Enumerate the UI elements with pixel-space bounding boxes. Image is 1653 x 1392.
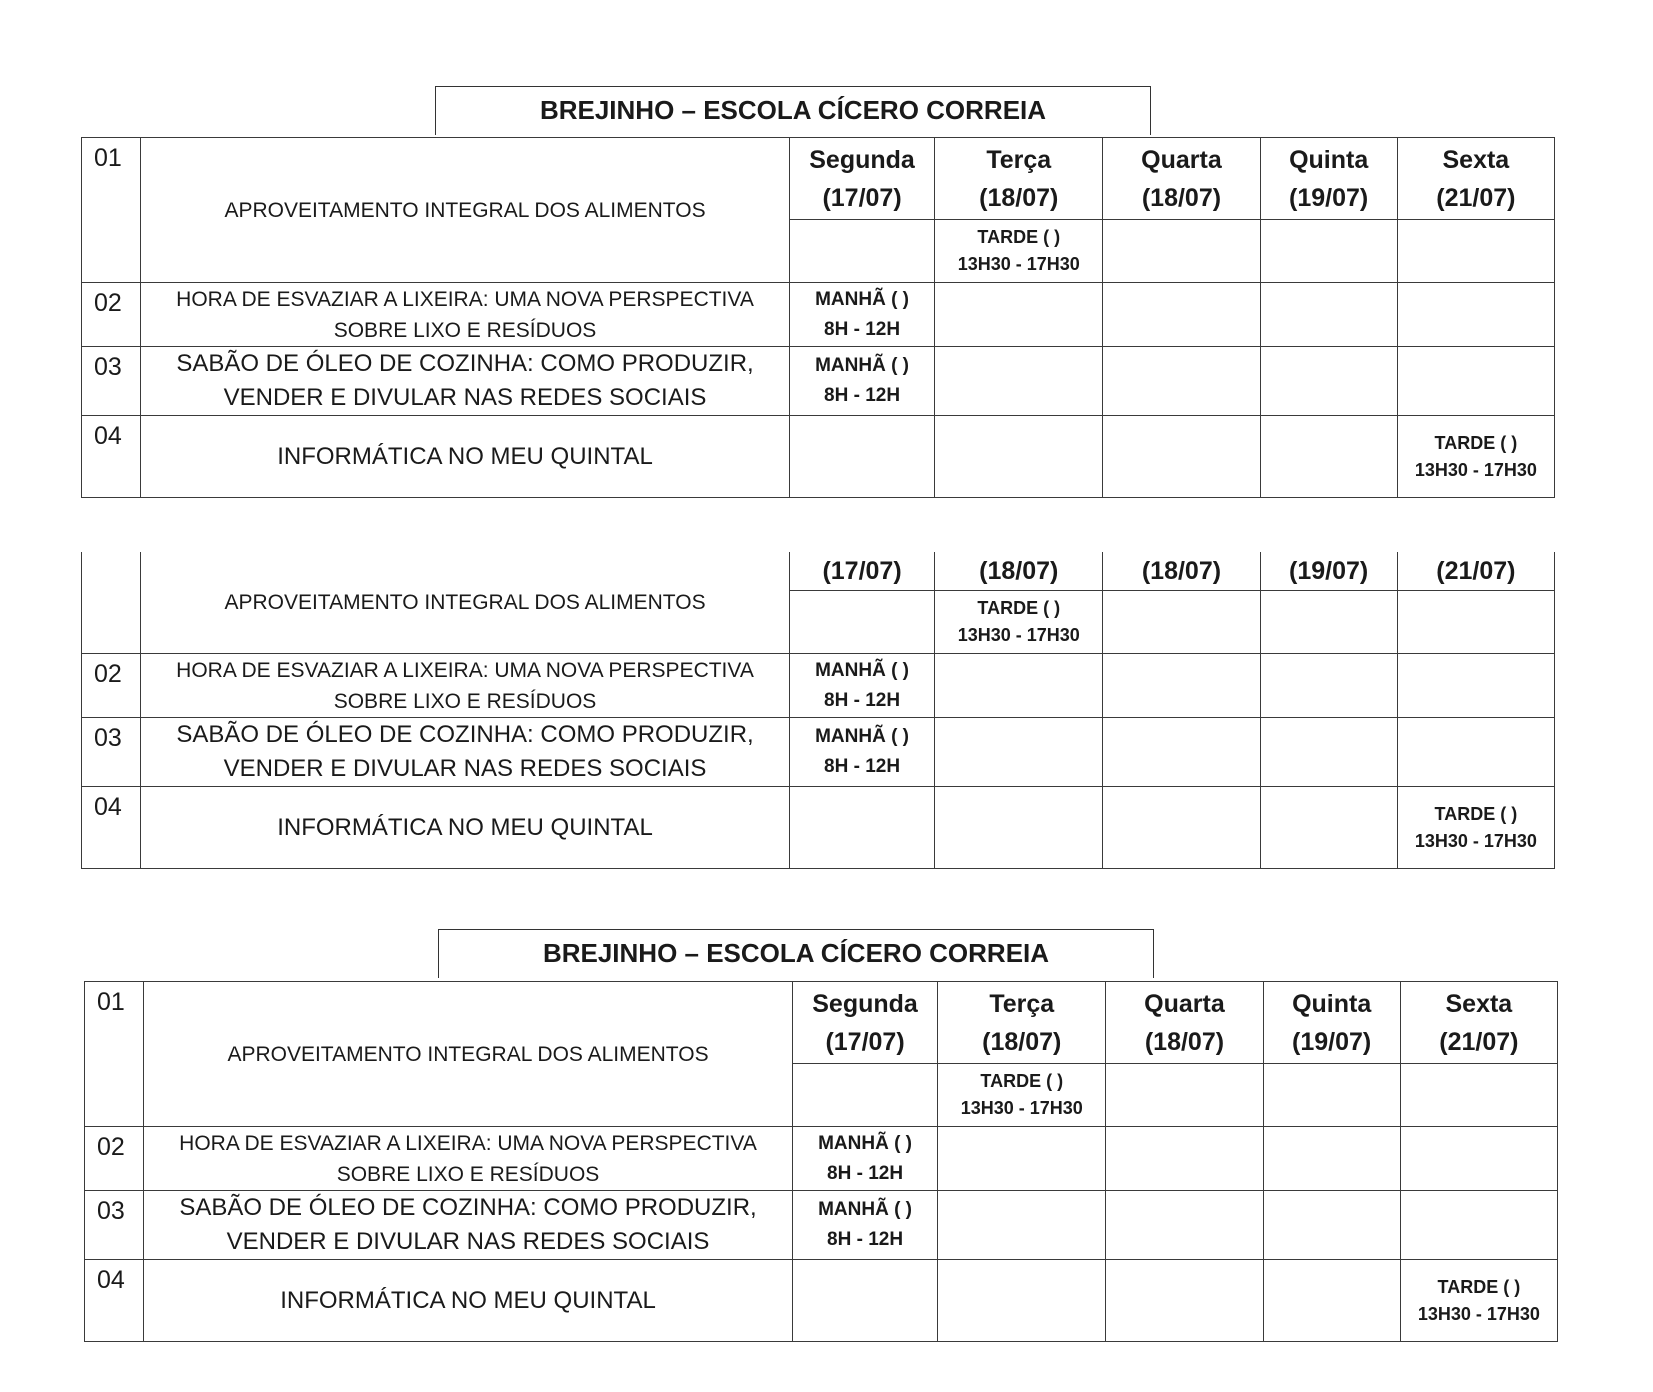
day-header-thursday xyxy=(1263,982,1400,1064)
day-header-friday xyxy=(1397,138,1554,220)
day-header-wednesday xyxy=(1103,138,1260,220)
workshop-topic xyxy=(144,1191,793,1260)
day-date: (21/07) xyxy=(1397,552,1554,591)
slot-cell xyxy=(935,787,1103,869)
slot-cell xyxy=(938,1260,1106,1342)
slot-time: 8H - 12H xyxy=(824,756,901,777)
slot-cell xyxy=(789,283,934,347)
row-number: 01 xyxy=(82,138,141,283)
slot-time: 13H30 - 17H30 xyxy=(957,254,1080,274)
slot-cell xyxy=(792,1064,937,1127)
row-number: 03 xyxy=(82,718,141,787)
day-header-thursday xyxy=(1260,138,1397,220)
workshop-topic: APROVEITAMENTO INTEGRAL DOS ALIMENTOS xyxy=(141,552,790,654)
slot-cell xyxy=(938,1064,1106,1127)
slot-cell xyxy=(1400,1191,1557,1260)
slot-cell xyxy=(1400,1064,1557,1127)
day-name: Sexta xyxy=(1445,989,1513,1018)
slot-cell xyxy=(1263,1260,1400,1342)
slot-cell xyxy=(1397,591,1554,654)
row-number: 04 xyxy=(85,1260,144,1342)
day-name: Segunda xyxy=(812,989,918,1018)
schedule-table-1 xyxy=(81,137,1555,498)
topic-line: SABÃO DE ÓLEO DE COZINHA: COMO PRODUZIR, xyxy=(176,350,754,377)
topic-line: SOBRE LIXO E RESÍDUOS xyxy=(336,1162,600,1186)
row-number: 03 xyxy=(85,1191,144,1260)
slot-cell xyxy=(789,654,934,718)
slot-time: 8H - 12H xyxy=(824,318,901,340)
slot-cell xyxy=(1103,283,1260,347)
slot-cell xyxy=(1397,654,1554,718)
slot-time: 13H30 - 17H30 xyxy=(1414,830,1537,851)
topic-line: VENDER E DIVULAR NAS REDES SOCIAIS xyxy=(223,755,707,782)
slot-cell xyxy=(935,654,1103,718)
slot-cell xyxy=(1263,1191,1400,1260)
slot-cell xyxy=(792,1191,937,1260)
day-date: (18/07) xyxy=(982,1027,1062,1056)
schedule-table-3 xyxy=(84,981,1558,1342)
workshop-topic: APROVEITAMENTO INTEGRAL DOS ALIMENTOS xyxy=(141,138,790,283)
day-date: (17/07) xyxy=(822,183,902,212)
slot-label: MANHÃ ( ) xyxy=(818,1199,913,1220)
slot-cell xyxy=(1106,1191,1263,1260)
slot-label: TARDE ( ) xyxy=(1434,432,1518,453)
slot-label: MANHÃ ( ) xyxy=(815,288,910,310)
slot-cell xyxy=(1400,1127,1557,1191)
day-name: Quinta xyxy=(1289,145,1369,174)
slot-cell xyxy=(1260,787,1397,869)
topic-line: SABÃO DE ÓLEO DE COZINHA: COMO PRODUZIR, xyxy=(176,721,754,748)
slot-cell xyxy=(935,347,1103,416)
slot-cell xyxy=(1397,283,1554,347)
day-date: (18/07) xyxy=(979,183,1059,212)
slot-cell xyxy=(1263,1064,1400,1127)
slot-label: TARDE ( ) xyxy=(1437,1276,1521,1297)
slot-label: MANHÃ ( ) xyxy=(815,726,910,747)
slot-cell xyxy=(789,718,934,787)
workshop-topic xyxy=(144,1127,793,1191)
day-date: (17/07) xyxy=(825,1027,905,1056)
topic-line: SABÃO DE ÓLEO DE COZINHA: COMO PRODUZIR, xyxy=(179,1194,757,1221)
slot-cell xyxy=(789,220,934,283)
slot-cell xyxy=(935,591,1103,654)
topic-line: SOBRE LIXO E RESÍDUOS xyxy=(333,689,597,713)
row-number: 01 xyxy=(85,982,144,1127)
day-date: (18/07) xyxy=(1144,1027,1225,1056)
slot-cell xyxy=(1103,416,1260,498)
row-number-empty xyxy=(82,552,141,654)
slot-label: MANHÃ ( ) xyxy=(815,659,910,681)
slot-cell xyxy=(938,1127,1106,1191)
slot-cell xyxy=(1103,347,1260,416)
slot-time: 8H - 12H xyxy=(827,1162,904,1184)
slot-cell xyxy=(1397,220,1554,283)
topic-line: HORA DE ESVAZIAR A LIXEIRA: UMA NOVA PERSPECTIVA xyxy=(179,1131,757,1155)
day-date: (18/07) xyxy=(1141,183,1222,212)
slot-cell xyxy=(1106,1260,1263,1342)
workshop-topic: INFORMÁTICA NO MEU QUINTAL xyxy=(144,1260,793,1342)
slot-label: TARDE ( ) xyxy=(977,227,1061,247)
day-date: (19/07) xyxy=(1260,552,1397,591)
day-date: (21/07) xyxy=(1436,183,1516,212)
workshop-topic xyxy=(141,654,790,718)
slot-cell xyxy=(789,787,934,869)
workshop-topic xyxy=(141,347,790,416)
slot-cell xyxy=(1103,591,1260,654)
slot-label: TARDE ( ) xyxy=(1434,803,1518,824)
slot-cell xyxy=(1106,1064,1263,1127)
day-name: Terça xyxy=(989,989,1055,1018)
slot-cell xyxy=(938,1191,1106,1260)
day-header-tuesday xyxy=(935,138,1103,220)
day-date: (19/07) xyxy=(1289,183,1369,212)
schedule-table-2 xyxy=(81,552,1555,869)
day-header-friday xyxy=(1400,982,1557,1064)
slot-cell xyxy=(1400,1260,1557,1342)
slot-cell xyxy=(1260,718,1397,787)
slot-cell xyxy=(1260,654,1397,718)
day-header-wednesday xyxy=(1106,982,1263,1064)
slot-cell xyxy=(1260,416,1397,498)
slot-cell xyxy=(789,347,934,416)
slot-cell xyxy=(1103,787,1260,869)
slot-time: 8H - 12H xyxy=(824,689,901,711)
row-number: 02 xyxy=(82,654,141,718)
slot-cell xyxy=(1260,347,1397,416)
workshop-topic: INFORMÁTICA NO MEU QUINTAL xyxy=(141,416,790,498)
slot-cell xyxy=(1260,283,1397,347)
day-name: Terça xyxy=(986,145,1052,174)
topic-line: HORA DE ESVAZIAR A LIXEIRA: UMA NOVA PERSPECTIVA xyxy=(176,658,754,682)
topic-line: SOBRE LIXO E RESÍDUOS xyxy=(333,318,597,342)
slot-cell xyxy=(1397,347,1554,416)
slot-time: 13H30 - 17H30 xyxy=(1417,1303,1540,1324)
slot-time: 13H30 - 17H30 xyxy=(957,625,1080,645)
slot-label: MANHÃ ( ) xyxy=(818,1132,913,1154)
day-date: (18/07) xyxy=(1103,552,1260,591)
workshop-topic: APROVEITAMENTO INTEGRAL DOS ALIMENTOS xyxy=(144,982,793,1127)
row-number: 03 xyxy=(82,347,141,416)
day-date: (18/07) xyxy=(935,552,1103,591)
slot-cell xyxy=(1260,591,1397,654)
day-name: Segunda xyxy=(809,145,915,174)
slot-cell xyxy=(789,416,934,498)
school-title: BREJINHO – ESCOLA CÍCERO CORREIA xyxy=(539,95,1047,125)
row-number: 02 xyxy=(85,1127,144,1191)
day-header-monday xyxy=(789,138,934,220)
slot-cell xyxy=(792,1127,937,1191)
slot-time: 13H30 - 17H30 xyxy=(1414,459,1537,480)
slot-cell xyxy=(935,416,1103,498)
row-number: 04 xyxy=(82,787,141,869)
slot-cell xyxy=(792,1260,937,1342)
day-header-tuesday xyxy=(938,982,1106,1064)
day-name: Quarta xyxy=(1141,145,1222,174)
topic-line: VENDER E DIVULAR NAS REDES SOCIAIS xyxy=(226,1228,710,1255)
day-date: (21/07) xyxy=(1439,1027,1519,1056)
row-number: 04 xyxy=(82,416,141,498)
slot-cell xyxy=(935,220,1103,283)
slot-time: 13H30 - 17H30 xyxy=(960,1098,1083,1118)
slot-cell xyxy=(789,591,934,654)
school-title: BREJINHO – ESCOLA CÍCERO CORREIA xyxy=(542,938,1050,968)
slot-cell xyxy=(1103,718,1260,787)
day-name: Sexta xyxy=(1442,145,1510,174)
slot-label: TARDE ( ) xyxy=(980,1071,1064,1091)
row-number: 02 xyxy=(82,283,141,347)
slot-cell xyxy=(1103,654,1260,718)
workshop-topic xyxy=(141,718,790,787)
slot-time: 8H - 12H xyxy=(827,1229,904,1250)
day-name: Quarta xyxy=(1144,989,1225,1018)
slot-cell xyxy=(1397,787,1554,869)
workshop-topic: INFORMÁTICA NO MEU QUINTAL xyxy=(141,787,790,869)
slot-time: 8H - 12H xyxy=(824,385,901,406)
slot-cell xyxy=(1106,1127,1263,1191)
slot-label: TARDE ( ) xyxy=(977,598,1061,618)
topic-line: VENDER E DIVULAR NAS REDES SOCIAIS xyxy=(223,384,707,411)
slot-cell xyxy=(1397,718,1554,787)
workshop-topic xyxy=(141,283,790,347)
slot-cell xyxy=(935,718,1103,787)
day-date: (17/07) xyxy=(789,552,934,591)
slot-label: MANHÃ ( ) xyxy=(815,355,910,376)
day-date: (19/07) xyxy=(1292,1027,1372,1056)
day-header-monday xyxy=(792,982,937,1064)
slot-cell xyxy=(1263,1127,1400,1191)
slot-cell xyxy=(1397,416,1554,498)
slot-cell xyxy=(1260,220,1397,283)
slot-cell xyxy=(935,283,1103,347)
school-title-box xyxy=(438,929,1154,978)
day-name: Quinta xyxy=(1292,989,1372,1018)
topic-line: HORA DE ESVAZIAR A LIXEIRA: UMA NOVA PERSPECTIVA xyxy=(176,287,754,311)
school-title-box xyxy=(435,86,1151,135)
slot-cell xyxy=(1103,220,1260,283)
